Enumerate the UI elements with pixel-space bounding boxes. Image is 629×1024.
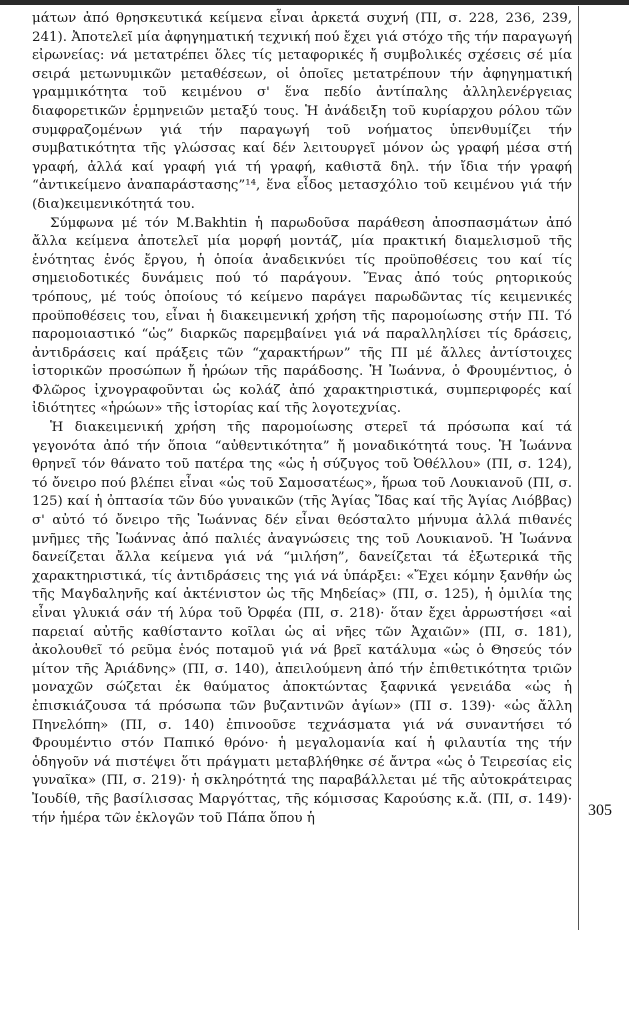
margin-rule	[578, 6, 579, 930]
page-number: 305	[588, 802, 612, 819]
page-body	[32, 10, 572, 828]
top-edge-rule	[0, 0, 629, 5]
paragraph-intertextual-simile: Ἡ διακειμενική χρήση τῆς παρομοίωσης στερεῖ τά πρόσωπα καί τά γεγονότα ἀπό τήν ὅποια “αὐθεντικότητα” ἤ μοναδικότητά τους. Ἡ Ἰωάννα θρηνεῖ τόν θάνατο τοῦ πατέρα της «ὡς ἡ σύζυγος τοῦ Ὀθέλλου» (ΠΙ, σ. 124), τό ὄνειρο πού βλέπει εἶναι «ὡς τοῦ Σαμοσατέως», ἥρωα τοῦ Λουκιανοῦ (ΠΙ, σ. 125) καί ἡ ὀπτασία τῶν δύο γυναικῶν (τῆς Ἁγίας Ἴδας καί τῆς Ἁγίας Λιόββας) σ' αὐτό τό ὄνειρο τῆς Ἰωάννας δέν εἶναι θεόσταλτο μήνυμα ἀλλά πιθανές μνῆμες τῆς Ἰωάννας ἀπό παλιές ἀναγνώσεις της τοῦ Λουκιανοῦ. Ἡ Ἰωάννα δανείζεται ἄλλα κείμενα γιά νά “μιλήση”, δανείζεται τά ἐξωτερικά τῆς χαρακτηριστικά, τίς ἀντιδράσεις της γιά νά ὑπάρξει: «Ἔχει κόμην ξανθήν ὡς τῆς Μαγδαληνῆς καί ἀκτένιστον ὡς τῆς Μηδείας» (ΠΙ, σ. 125), ἡ ὁμιλία της εἶναι γλυκιά σάν τή λύρα τοῦ Ὀρφέα (ΠΙ, σ. 218)· ὅταν ἔχει ἀρρωστήσει «αἱ παρειαί αὐτῆς καθίσταντο κοῖλαι ὡς αἱ νῆες τῶν Ἀχαιῶν» (ΠΙ, σ. 181), ἀκολουθεῖ τό ρεῦμα ἑνός ποταμοῦ γιά νά βρεῖ κατάλυμα «ὡς ὁ Θησεύς τόν μίτον τῆς Ἀριάδνης» (ΠΙ, σ. 140), ἀπειλούμενη ἀπό τήν ἐπιθετικότητα τριῶν μοναχῶν σώζεται ἐκ θαύματος ἀποκτώντας ξαφνικά γενειάδα «ὡς ἡ ἐπισκιάζουσα τά πρόσωπα τῶν βυζαντινῶν ἁγίων» (ΠΙ σ. 139)· «ὡς ἄλλη Πηνελόπη» (ΠΙ, σ. 140) ἐπινοοῦσε τεχνάσματα γιά νά συναντήσει τό Φρουμέντιο στόν Παπικό θρόνο· ἡ μεγαλομανία καί ἡ φιλαυτία της τήν ὁδηγοῦν νά πιστέψει ὅτι πράγματι μεταβλήθηκε σέ ἄντρα «ὡς ὁ Τειρεσίας εἰς γυναῖκα» (ΠΙ, σ. 219)· ἡ σκληρότητά της παραβάλλεται μέ τῆς αὐτοκράτειρας Ἰουδίθ, τῆς βασίλισσας Μαργόττας, τῆς κόμισσας Καρούσης κ.ἄ. (ΠΙ, σ. 149)· τήν ἡμέρα τῶν ἐκλογῶν τοῦ Πάπα ὅπου ἡ	[32, 420, 572, 826]
paragraph-continued: μάτων ἀπό θρησκευτικά κείμενα εἶναι ἀρκετά συχνή (ΠΙ, σ. 228, 236, 239, 241). Ἀποτελεῖ μία ἀφηγηματική τεχνική πού ἔχει γιά στόχο τῆς τήν παραγωγή εἰρωνείας: νά μετατρέπει ὅλες τίς μεταφορικές ἤ συμβολικές σχέσεις σέ μία σειρά μετωνυμικῶν μεταθέσεων, οἱ ὁποῖες μετατρέπουν τήν ἀφηγηματική γραμμικότητα τοῦ κειμένου σ' ἕνα πεδίο ἀντίπαλης ἀλληλενέργειας διαφορετικῶν ἑρμηνειῶν μεταξύ τους. Ἡ ἀνάδειξη τοῦ κυρίαρχου ρόλου τῶν συμφραζομένων γιά τήν παραγωγή τοῦ νοήματος ὑπενθυμίζει τήν συμβατικότητα τῆς γλώσσας καί δέν λειτουργεῖ μόνον ὡς γραφή μέσα στή γραφή, ἀλλά καί γραφή γιά τή γραφή, καθιστᾶ δηλ. τήν ἴδια τήν γραφή “ἀντικείμενο ἀναπαράστασης”¹⁴, ἕνα εἶδος μετασχόλιο τοῦ κειμένου γιά τήν (δια)κειμενικότητά του.	[32, 11, 572, 212]
paragraph-bakhtin: Σύμφωνα μέ τόν M.Bakhtin ἡ παρωδοῦσα παράθεση ἀποσπασμάτων ἀπό ἄλλα κείμενα ἀποτελεῖ μία μορφή μοντάζ, μία πρακτική διαμελισμοῦ τῆς ἑνότητας ἑνός ἔργου, ἡ ὁποία ἀναδεικνύει τίς προϋποθέσεις του καί τίς σημειοδοτικές δυνάμεις πού τό παράγουν. Ἕνας ἀπό τούς ρητορικούς τρόπους, μέ τούς ὁποίους τό κείμενο παράγει παρωδῶντας τίς κειμενικές προϋποθέσεις του, εἶναι ἡ διακειμενική χρήση τῆς παρομοίωσης στήν ΠΙ. Τό παρομοιαστικό “ὡς” διαρκῶς παρεμβαίνει γιά νά παραλληλίσει τίς δράσεις, ἀντιδράσεις καί πράξεις τῶν “χαρακτήρων” τῆς ΠΙ μέ ἄλλες ἀντίστοιχες ἱστορικῶν προσώπων ἤ ἡρώων τῆς παράδοσης. Ἡ Ἰωάννα, ὁ Φρουμέντιος, ὁ Φλῶρος ἰχνογραφοῦνται ὡς κολάζ ἀπό χαρακτηριστικά, συμπεριφορές καί ἰδιότητες «ἡρώων» τῆς ἱστορίας καί τῆς λογοτεχνίας.	[32, 215, 572, 417]
